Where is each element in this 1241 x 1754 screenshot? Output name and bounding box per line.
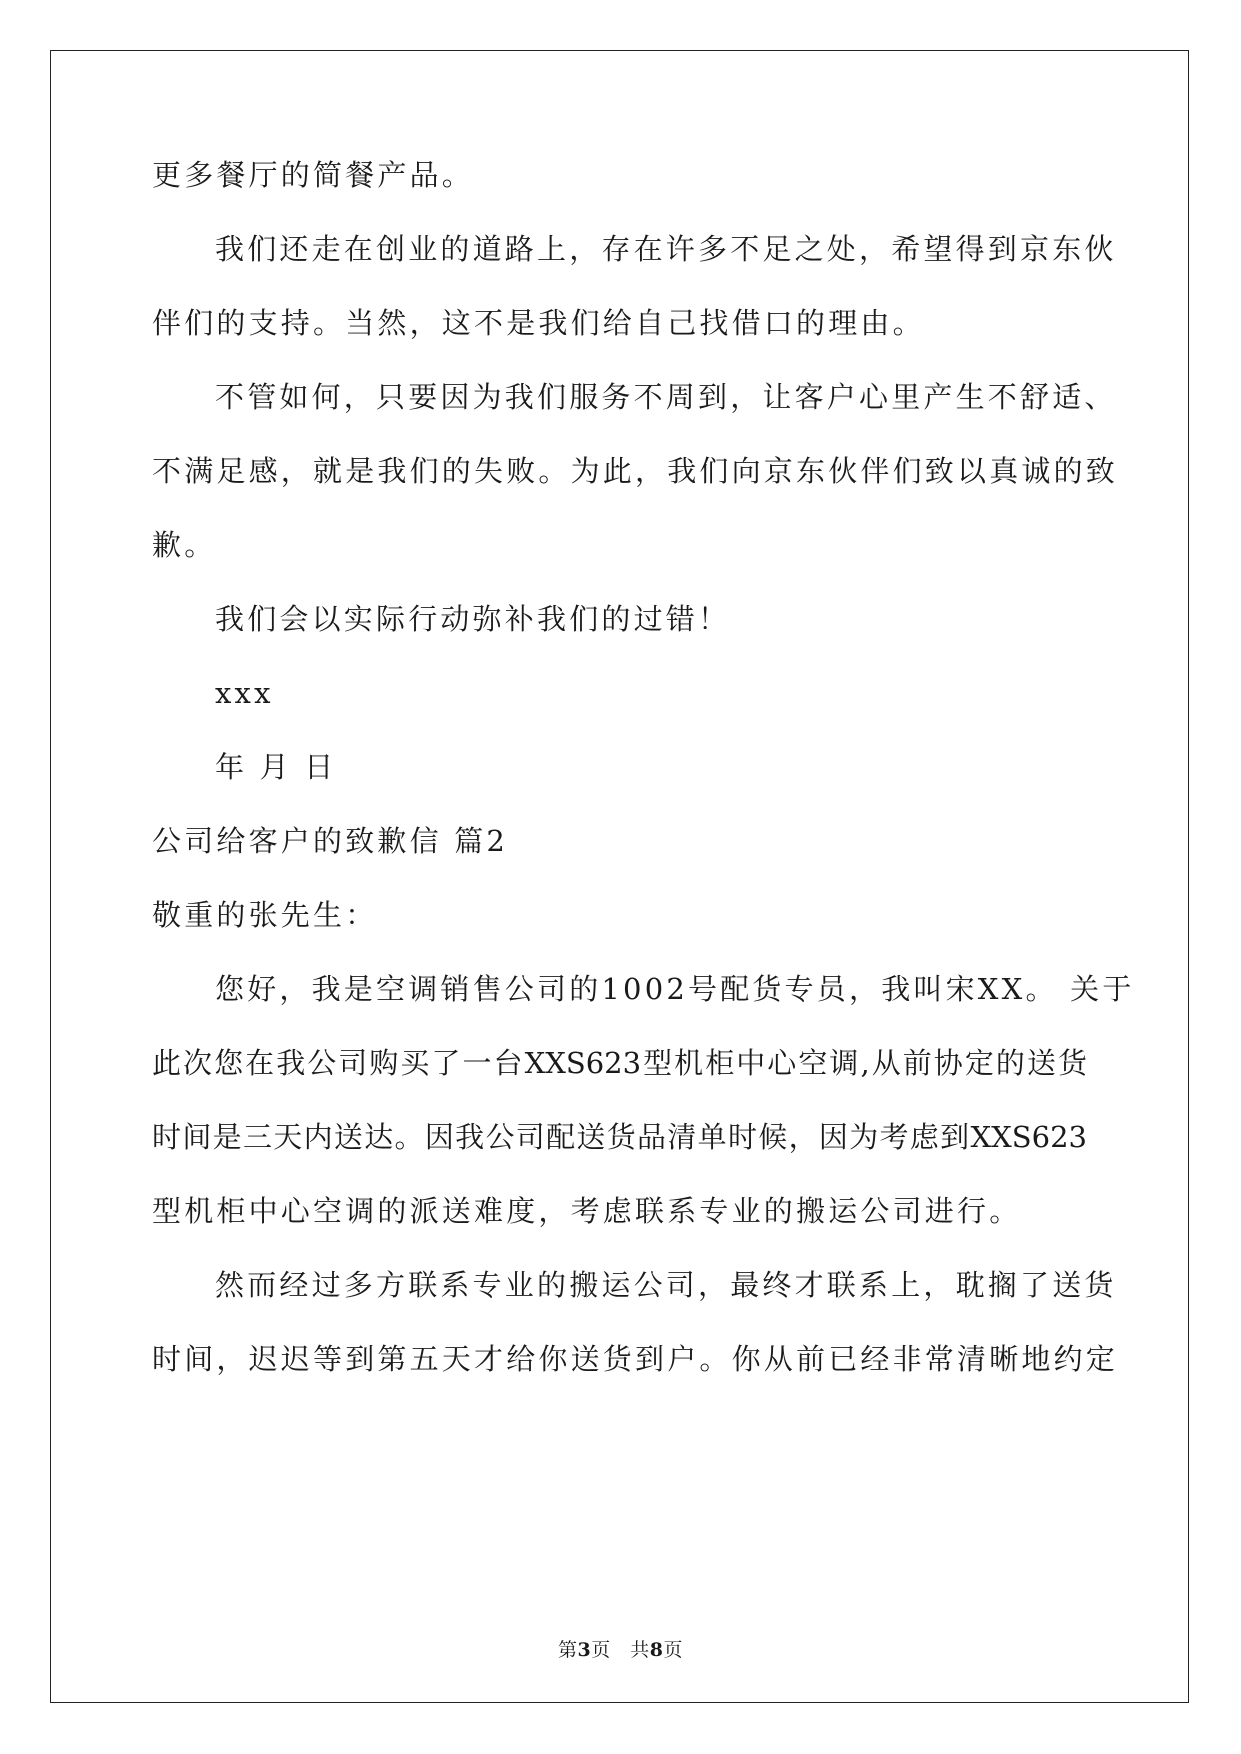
body-line: 时间，迟迟等到第五天才给你送货到户。你从前已经非常清晰地约定	[152, 1342, 1119, 1376]
page-footer	[0, 1638, 1241, 1662]
footer-mid: 页 共	[591, 1639, 650, 1661]
total-page-count: 8	[649, 1639, 664, 1661]
body-line: 时间是三天内送达。因我公司配送货品清单时候，因为考虑到XXS623	[152, 1120, 1087, 1154]
body-line: 不满足感，就是我们的失败。为此，我们向京东伙伴们致以真诚的致	[152, 454, 1119, 488]
body-line: 我们还走在创业的道路上，存在许多不足之处，希望得到京东伙	[215, 232, 1117, 266]
body-line: 型机柜中心空调的派送难度，考虑联系专业的搬运公司进行。	[152, 1194, 1022, 1228]
body-line: 伴们的支持。当然，这不是我们给自己找借口的理由。	[152, 306, 925, 340]
body-line: 然而经过多方联系专业的搬运公司，最终才联系上，耽搁了送货	[215, 1268, 1117, 1302]
body-line: 歉。	[152, 528, 217, 562]
current-page-number: 3	[577, 1639, 592, 1661]
body-line: 不管如何，只要因为我们服务不周到，让客户心里产生不舒适、	[215, 380, 1117, 414]
section-title: 公司给客户的致歉信 篇2	[152, 824, 509, 858]
footer-prefix: 第	[557, 1639, 578, 1661]
body-line: 您好，我是空调销售公司的1002号配货专员，我叫宋XX。 关于	[215, 972, 1135, 1006]
body-line: 更多餐厅的简餐产品。	[152, 158, 475, 192]
footer-suffix: 页	[663, 1639, 683, 1661]
date-line: 年 月 日	[215, 750, 337, 784]
salutation: 敬重的张先生：	[152, 898, 378, 932]
signature: xxx	[215, 676, 274, 710]
body-line: 我们会以实际行动弥补我们的过错！	[215, 602, 731, 636]
body-line: 此次您在我公司购买了一台XXS623型机柜中心空调,从前协定的送货	[152, 1046, 1087, 1080]
page-border	[50, 50, 1189, 1703]
